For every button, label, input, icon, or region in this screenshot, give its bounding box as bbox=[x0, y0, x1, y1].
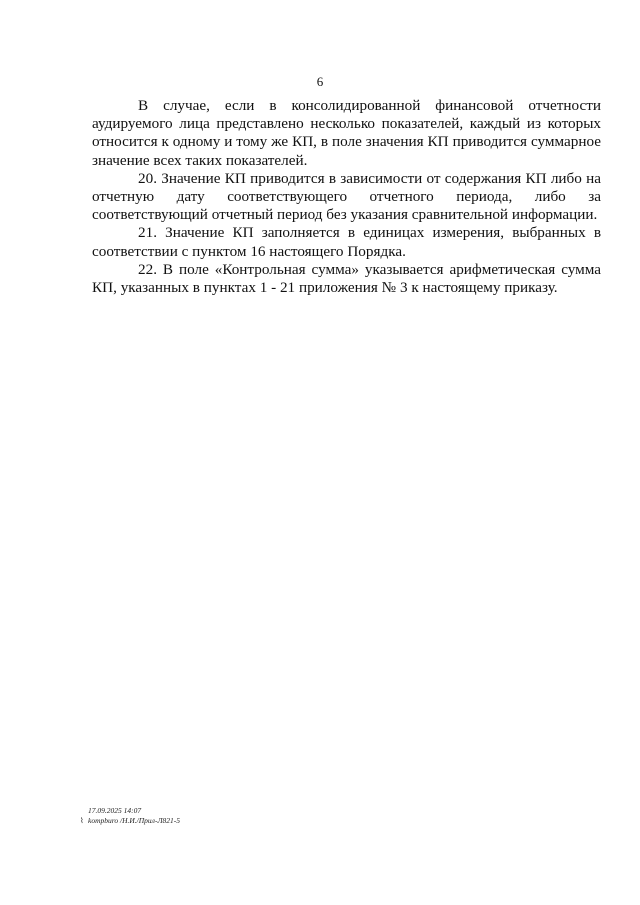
footer-reference-line bbox=[80, 816, 180, 826]
footer-timestamp: 17.09.2025 14:07 bbox=[88, 806, 142, 815]
paragraph-item-20: 20. Значение КП приводится в зависимости от содержания КП либо на отчетную дату соответствующего отчетного периода, либо за соответствующий отчетный период без указания сравнительной информации. bbox=[92, 169, 601, 224]
footer-timestamp-line bbox=[80, 806, 180, 816]
page-number: 6 bbox=[316, 74, 324, 89]
file-mark-icon: ⌇ bbox=[80, 816, 84, 825]
paragraph-consolidated-reporting: В случае, если в консолидированной финансовой отчетности аудируемого лица представлено несколько показателей, каждый из которых относится к одному и тому же КП, в поле значения КП приводится суммарное значение всех таких показателей. bbox=[92, 97, 601, 169]
paragraph-item-21: 21. Значение КП заполняется в единицах измерения, выбранных в соответствии с пунктом 16 настоящего Порядка. bbox=[92, 224, 601, 260]
document-body bbox=[92, 97, 601, 297]
paragraph-item-22: 22. В поле «Контрольная сумма» указывается арифметическая сумма КП, указанных в пунктах 1 - 21 приложения № 3 к настоящему приказу. bbox=[92, 260, 601, 297]
footer-reference: kompburo /Н.И./Прил-Л821-5 bbox=[88, 816, 181, 825]
document-footer bbox=[80, 806, 180, 826]
